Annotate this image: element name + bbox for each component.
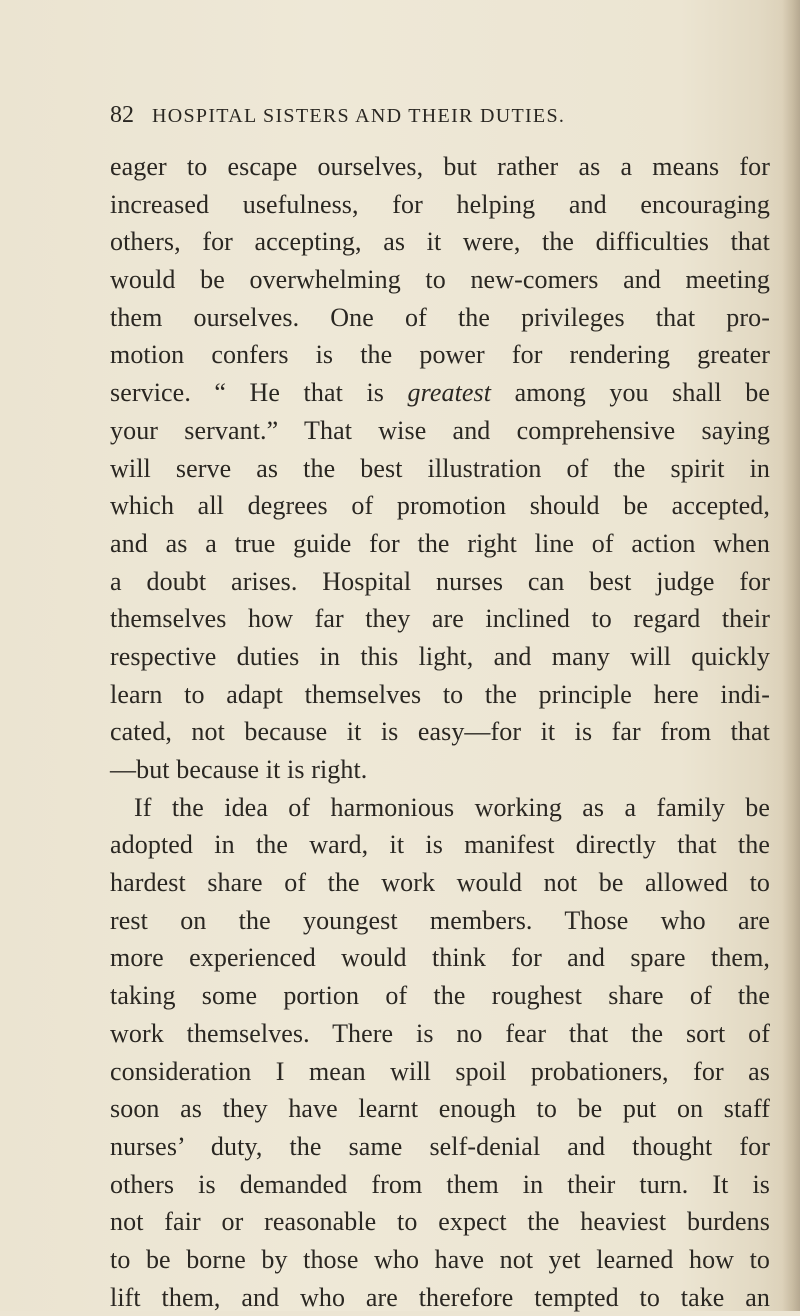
text-line: consideration I mean will spoil probationers, for as [110, 1056, 770, 1086]
paragraph-first-line: If the idea of harmonious working as a family be [134, 792, 770, 822]
text-line: motion confers is the power for rendering greater [110, 340, 770, 370]
text-line: a doubt arises. Hospital nurses can best judge for [110, 566, 770, 596]
text-line: and as a true guide for the right line of action when [110, 528, 770, 558]
running-title: HOSPITAL SISTERS AND THEIR DUTIES. [152, 105, 566, 127]
italic-word: greatest [407, 378, 492, 408]
text-line: eager to escape ourselves, but rather as a means for [110, 152, 770, 181]
text-line: cated, not because it is easy—for it is far from that [110, 717, 770, 747]
text-line: respective duties in this light, and many will quickly [110, 641, 770, 671]
text-line: learn to adapt themselves to the principle here indi- [110, 679, 770, 709]
text-line: —but because it is right. [110, 755, 368, 784]
text-line: rest on the youngest members. Those who are [110, 905, 770, 935]
text-line: not fair or reasonable to expect the heaviest burdens [110, 1207, 770, 1237]
running-head [110, 100, 670, 130]
text-line: themselves how far they are inclined to regard their [110, 604, 770, 634]
text-line: more experienced would think for and spare them, [110, 943, 770, 973]
text-segment: service. “ He that is [110, 378, 384, 408]
text-line: to be borne by those who have not yet learned how to [110, 1244, 770, 1274]
page-number: 82 [110, 102, 134, 128]
body-text [110, 148, 770, 1316]
text-line [110, 374, 770, 412]
text-line: will serve as the best illustration of the spirit in [110, 453, 770, 483]
text-line: others, for accepting, as it were, the difficulties that [110, 227, 770, 257]
text-line: hardest share of the work would not be allowed to [110, 868, 770, 898]
text-line: your servant.” That wise and comprehensive saying [110, 415, 770, 445]
text-line: soon as they have learnt enough to be put on staff [110, 1094, 770, 1124]
text-segment: among you shall be [514, 378, 770, 408]
text-line: them ourselves. One of the privileges that pro- [110, 302, 770, 332]
text-line: adopted in the ward, it is manifest directly that the [110, 830, 770, 860]
text-line: others is demanded from them in their turn. It is [110, 1169, 770, 1199]
text-line: work themselves. There is no fear that the sort of [110, 1018, 770, 1048]
text-line: lift them, and who are therefore tempted to take an [110, 1282, 770, 1312]
page-edge-shadow [782, 0, 800, 1311]
text-line: would be overwhelming to new-comers and meeting [110, 265, 770, 295]
text-line: which all degrees of promotion should be accepted, [110, 491, 770, 521]
text-line: increased usefulness, for helping and encouraging [110, 189, 770, 219]
text-line: nurses’ duty, the same self-denial and thought for [110, 1131, 770, 1161]
text-line: taking some portion of the roughest share of the [110, 981, 770, 1011]
